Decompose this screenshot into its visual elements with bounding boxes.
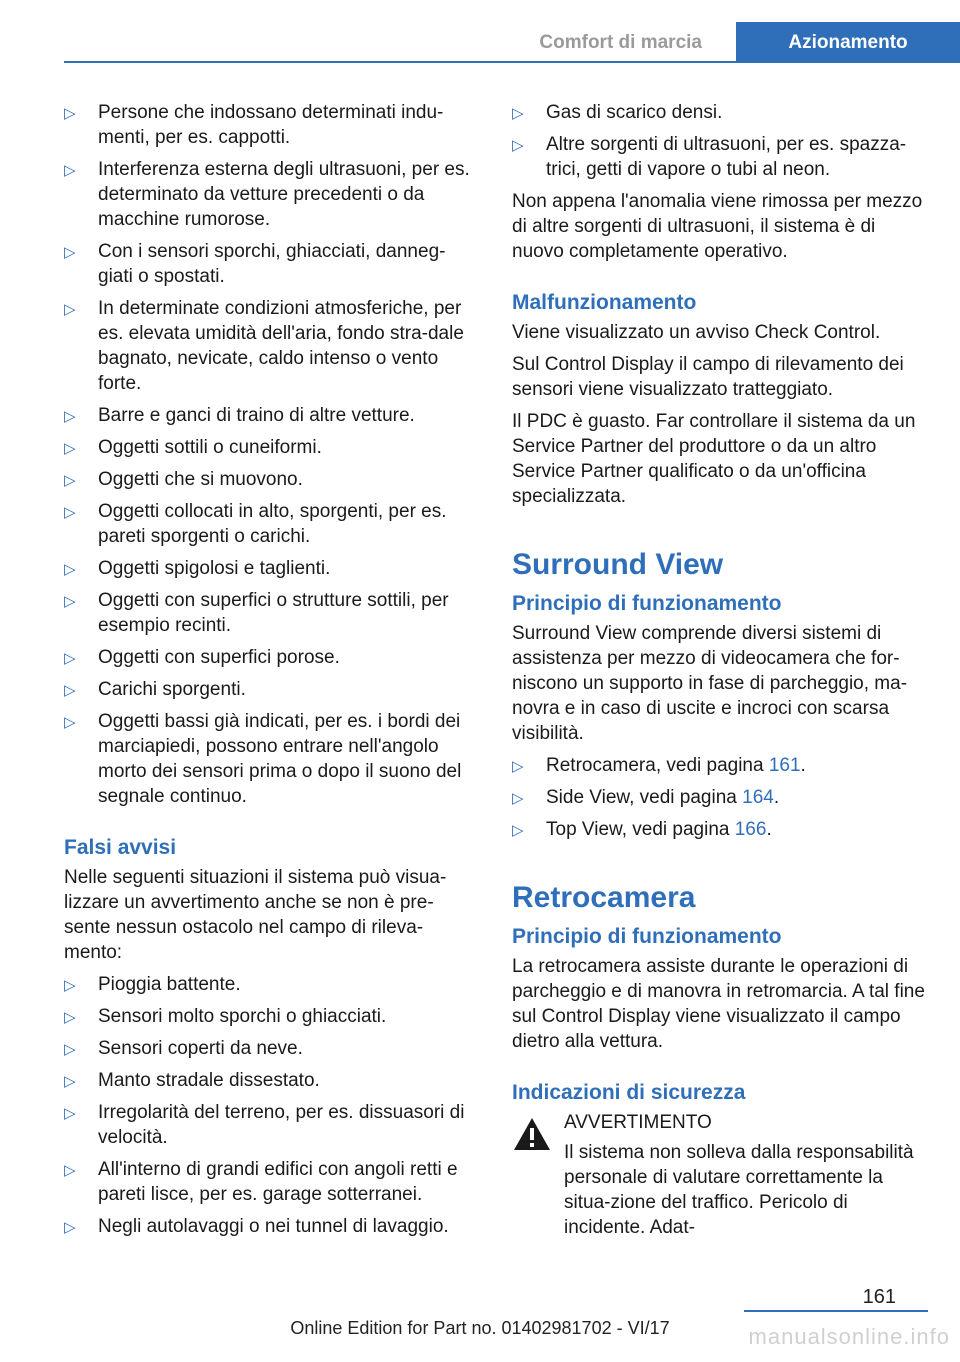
list-item-text: Carichi sporgenti. — [98, 679, 246, 700]
edition-text: Online Edition for Part no. 01402981702 - VI/17 — [290, 1318, 670, 1338]
sv-text: Surround View comprende diversi sistemi di assistenza per mezzo di videocamera che for-niscono un supporto in fase di parcheggio, ma-novra e in caso di uscite e incroci con scarsa visibilità. — [512, 623, 908, 744]
triangle-bullet-icon: ▷ — [64, 560, 76, 578]
warning-label: AVVERTIMENTO — [564, 1112, 712, 1133]
interference-list — [512, 100, 928, 182]
footer-rule — [744, 1310, 928, 1312]
list-item — [64, 556, 480, 581]
triangle-bullet-icon: ▷ — [64, 1161, 76, 1179]
triangle-bullet-icon: ▷ — [64, 1072, 76, 1090]
left-column — [64, 100, 480, 1246]
list-item: ▷ Side View, vedi pagina 164. — [512, 785, 928, 810]
list-item — [64, 588, 480, 638]
list-item — [64, 157, 480, 232]
list-item-text: In determinate condizioni atmosferiche, per es. elevata umidità dell'aria, fondo stra-dale bagnato, nevicate, caldo intenso o vento forte. — [98, 298, 464, 394]
page-link[interactable]: 164 — [742, 787, 774, 808]
triangle-bullet-icon: ▷ — [512, 789, 524, 807]
list-item — [64, 1100, 480, 1150]
surround-view-heading: Surround View — [512, 548, 724, 581]
malfunzionamento-heading: Malfunzionamento — [512, 291, 697, 314]
list-item-text: Sensori coperti da neve. — [98, 1038, 303, 1059]
list-item-text: Negli autolavaggi o nei tunnel di lavaggio. — [98, 1216, 449, 1237]
list-item-text: Oggetti che si muovono. — [98, 469, 303, 490]
anomaly-text: Non appena l'anomalia viene rimossa per mezzo di altre sorgenti di ultrasuoni, il sistema è di nuovo completamente operativo. — [512, 191, 923, 262]
page-link[interactable]: 161 — [768, 755, 801, 776]
list-item-text: Oggetti spigolosi e taglienti. — [98, 558, 331, 579]
triangle-bullet-icon: ▷ — [64, 976, 76, 994]
sv-list — [512, 753, 928, 842]
rc-principle-heading: Principio di funzionamento — [512, 925, 782, 948]
malf-text-1: Viene visualizzato un avviso Check Control. — [512, 322, 881, 343]
triangle-bullet-icon: ▷ — [64, 1218, 76, 1236]
list-item — [64, 100, 480, 150]
list-item-text: Oggetti collocati in alto, sporgenti, per es. pareti sporgenti o carichi. — [98, 501, 447, 547]
triangle-bullet-icon: ▷ — [512, 136, 524, 154]
triangle-bullet-icon: ▷ — [512, 757, 524, 775]
triangle-bullet-icon: ▷ — [64, 713, 76, 731]
list-item — [64, 1157, 480, 1207]
list-item-text: Con i sensori sporchi, ghiacciati, danneg-giati o spostati. — [98, 241, 446, 287]
list-item-text: Oggetti con superfici o strutture sottili, per esempio recinti. — [98, 590, 449, 636]
triangle-bullet-icon: ▷ — [64, 503, 76, 521]
triangle-bullet-icon: ▷ — [64, 439, 76, 457]
triangle-bullet-icon: ▷ — [512, 104, 524, 122]
page-link[interactable]: 166 — [734, 819, 767, 840]
list-item-text: Persone che indossano determinati indu-menti, per es. cappotti. — [98, 102, 444, 148]
triangle-bullet-icon: ▷ — [64, 161, 76, 179]
retrocamera-heading: Retrocamera — [512, 881, 696, 914]
list-item: ▷ Retrocamera, vedi pagina 161. — [512, 753, 928, 778]
list-item — [64, 709, 480, 809]
triangle-bullet-icon: ▷ — [64, 300, 76, 318]
list-item-text: Oggetti bassi già indicati, per es. i bordi dei marciapiedi, possono entrare nell'angolo morto dei sensori prima o dopo il suono del segnale continuo. — [98, 711, 462, 807]
list-item — [64, 467, 480, 492]
warning-text: Il sistema non solleva dalla responsabilità personale di valutare correttamente la situa-zione del traffico. Pericolo di incidente. Adat- — [564, 1142, 914, 1238]
triangle-bullet-icon: ▷ — [64, 243, 76, 261]
list-item-text: All'interno di grandi edifici con angoli retti e pareti lisce, per es. garage sotterranei. — [98, 1159, 458, 1205]
list-item-text: Gas di scarico densi. — [546, 102, 723, 123]
list-item-text: Pioggia battente. — [98, 974, 241, 995]
falsi-avvisi-heading: Falsi avvisi — [64, 836, 177, 859]
triangle-bullet-icon: ▷ — [64, 1008, 76, 1026]
list-item — [512, 132, 928, 182]
list-item-text: Irregolarità del terreno, per es. dissuasori di velocità. — [98, 1102, 465, 1148]
warning-triangle-icon — [512, 1116, 552, 1152]
list-item — [64, 1214, 480, 1239]
sv-principle-heading: Principio di funzionamento — [512, 592, 782, 615]
list-item — [64, 403, 480, 428]
malf-text-3: Il PDC è guasto. Far controllare il sistema da un Service Partner del produttore o da un altro Service Partner qualificato o da un'officina specializzata. — [512, 411, 916, 507]
warning-box — [512, 1110, 928, 1170]
right-column — [512, 100, 928, 1247]
triangle-bullet-icon: ▷ — [64, 104, 76, 122]
list-item-text: Oggetti con superfici porose. — [98, 647, 340, 668]
triangle-bullet-icon: ▷ — [64, 471, 76, 489]
rc-text: La retrocamera assiste durante le operazioni di parcheggio e di manovra in retromarcia. A tal fine sul Control Display viene visualizzato il campo dietro alla vettura. — [512, 956, 925, 1052]
list-item-text: Interferenza esterna degli ultrasuoni, per es. determinato da vetture precedenti o da macchine rumorose. — [98, 159, 470, 230]
watermark: manualsonline.info — [748, 1324, 950, 1349]
list-item — [64, 296, 480, 396]
page-number: 161 — [862, 1286, 896, 1308]
tab-azionamento[interactable]: Azionamento — [736, 22, 960, 62]
list-item — [64, 1004, 480, 1029]
list-item-text: Manto stradale dissestato. — [98, 1070, 320, 1091]
triangle-bullet-icon: ▷ — [64, 681, 76, 699]
list-item-text: Oggetti sottili o cuneiformi. — [98, 437, 322, 458]
header-rule — [64, 61, 960, 63]
list-item — [64, 1036, 480, 1061]
triangle-bullet-icon: ▷ — [64, 1104, 76, 1122]
list-item — [64, 1068, 480, 1093]
limits-list — [64, 100, 480, 809]
safety-heading: Indicazioni di sicurezza — [512, 1081, 746, 1104]
list-item — [512, 100, 928, 125]
list-item — [64, 972, 480, 997]
list-item-text: Retrocamera, vedi pagina — [546, 755, 769, 776]
false-alarm-list — [64, 972, 480, 1239]
list-item-text: Top View, vedi pagina — [546, 819, 735, 840]
triangle-bullet-icon: ▷ — [64, 649, 76, 667]
triangle-bullet-icon: ▷ — [64, 407, 76, 425]
list-item-text: Altre sorgenti di ultrasuoni, per es. spazza-trici, getti di vapore o tubi al neon. — [546, 134, 907, 180]
list-item — [64, 239, 480, 289]
list-item — [64, 435, 480, 460]
list-item-text: Side View, vedi pagina — [546, 787, 743, 808]
triangle-bullet-icon: ▷ — [64, 592, 76, 610]
list-item-text: Sensori molto sporchi o ghiacciati. — [98, 1006, 387, 1027]
list-item — [64, 677, 480, 702]
tab-comfort-di-marcia[interactable]: Comfort di marcia — [539, 32, 702, 53]
list-item-text: Barre e ganci di traino di altre vetture. — [98, 405, 415, 426]
list-item: ▷ Top View, vedi pagina 166. — [512, 817, 928, 842]
list-item — [64, 499, 480, 549]
triangle-bullet-icon: ▷ — [512, 821, 524, 839]
triangle-bullet-icon: ▷ — [64, 1040, 76, 1058]
list-item — [64, 645, 480, 670]
malf-text-2: Sul Control Display il campo di rilevamento dei sensori viene visualizzato tratteggiato. — [512, 354, 904, 400]
falsi-avvisi-text: Nelle seguenti situazioni il sistema può visua-lizzare un avvertimento anche se non è pre-sente nessun ostacolo nel campo di rileva-mento: — [64, 867, 447, 963]
